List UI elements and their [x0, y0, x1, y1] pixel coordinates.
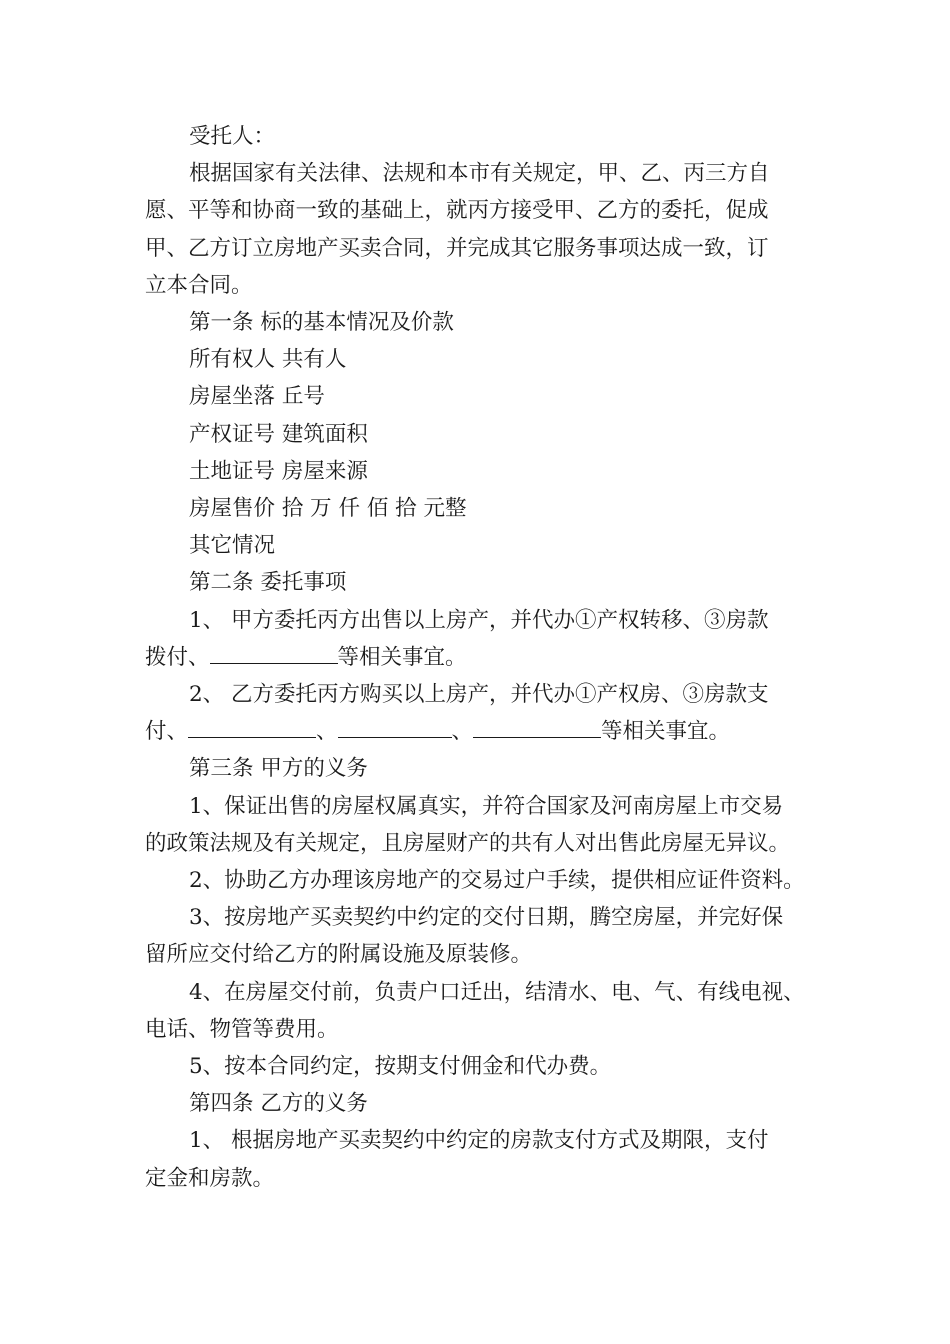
article-3-item: 留所应交付给乙方的附属设施及原装修。: [145, 942, 533, 968]
article-3-item: 的政策法规及有关规定，且房屋财产的共有人对出售此房屋无异议。: [145, 830, 791, 856]
preamble-line: 甲、乙方订立房地产买卖合同，并完成其它服务事项达成一致，订: [145, 235, 769, 261]
property-field-line: 所有权人 共有人: [189, 347, 347, 373]
item-2-2-line: [145, 713, 815, 750]
preamble-line: 立本合同。: [145, 272, 253, 298]
property-field-line: 其它情况: [189, 533, 276, 559]
item-text: 付、: [145, 719, 189, 745]
article-3-item: 1、保证出售的房屋权属真实，并符合国家及河南房屋上市交易: [189, 793, 784, 819]
article-3-item: 5、按本合同约定，按期支付佣金和代办费。: [189, 1054, 612, 1080]
article-3-item: 电话、物管等费用。: [145, 1016, 339, 1042]
article-4-heading: 第四条 乙方的义务: [189, 1091, 368, 1117]
preamble-line: 根据国家有关法律、法规和本市有关规定，甲、乙、丙三方自: [189, 161, 770, 187]
property-price-line: 房屋售价 拾 万 仟 佰 拾 元整: [189, 496, 467, 522]
article-3-item: 3、按房地产买卖契约中约定的交付日期，腾空房屋，并完好保: [189, 905, 784, 931]
fill-blank: [473, 713, 601, 738]
property-field-line: 土地证号 房屋来源: [189, 458, 368, 484]
item-2-2-line: 2、 乙方委托丙方购买以上房产，并代办①产权房、③房款支: [189, 682, 769, 708]
article-1-heading: 第一条 标的基本情况及价款: [189, 310, 454, 336]
item-text: 等相关事宜。: [601, 719, 731, 745]
trustee-label: 受托人：: [189, 124, 276, 149]
property-field-line: 房屋坐落 丘号: [189, 384, 325, 410]
contract-body: [145, 118, 815, 1197]
article-2-heading: 第二条 委托事项: [189, 570, 347, 596]
property-field-line: 产权证号 建筑面积: [189, 421, 368, 447]
item-text: 、: [451, 719, 474, 745]
preamble-line: 愿、平等和协商一致的基础上，就丙方接受甲、乙方的委托，促成: [145, 198, 769, 224]
item-text: 、: [316, 719, 338, 745]
article-3-heading: 第三条 甲方的义务: [189, 756, 368, 782]
item-text: 等相关事宜。: [337, 644, 467, 670]
article-4-item: 定金和房款。: [145, 1165, 275, 1191]
item-2-1-line: 1、 甲方委托丙方出售以上房产，并代办①产权转移、③房款: [189, 607, 769, 633]
fill-blank: [338, 713, 452, 738]
fill-blank: [188, 713, 316, 738]
article-4-item: 1、 根据房地产买卖契约中约定的房款支付方式及期限，支付: [189, 1128, 769, 1154]
article-3-item: 4、在房屋交付前，负责户口迁出，结清水、电、气、有线电视、: [189, 979, 805, 1005]
item-2-1-line: [145, 639, 815, 676]
article-3-item: 2、协助乙方办理该房地产的交易过户手续，提供相应证件资料。: [189, 868, 805, 894]
item-text: 拨付、: [145, 644, 210, 670]
fill-blank: [210, 639, 338, 664]
